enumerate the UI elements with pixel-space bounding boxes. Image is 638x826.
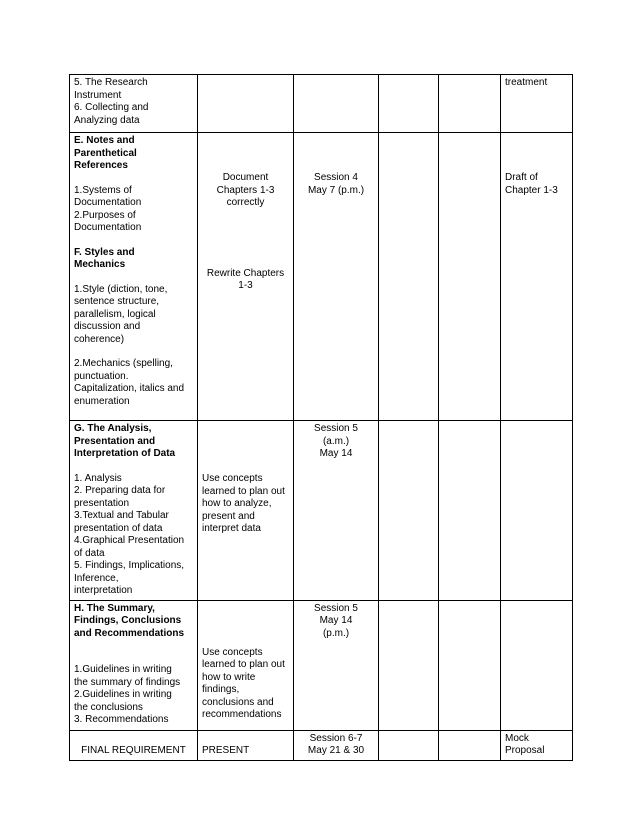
blank-cell (379, 600, 439, 730)
topic-cell (70, 600, 198, 730)
topic-items: 1.Guidelines in writing the summary of findings 2.Guidelines in writing the conclusions 3. Recommendations (74, 664, 181, 725)
output-text: Mock Proposal (505, 732, 545, 756)
session-text: Session 4 May 7 (p.m.) (307, 172, 365, 196)
activities-cell (198, 421, 294, 601)
activity-text: Rewrite Chapters 1-3 (206, 267, 285, 291)
topic-text: 5. The Research Instrument 6. Collecting and Analyzing data (74, 77, 149, 126)
syllabus-table (69, 74, 573, 761)
section-heading: F. Styles and Mechanics (74, 246, 135, 270)
blank-cell (439, 730, 501, 760)
session-cell (294, 75, 379, 133)
table-row (70, 75, 573, 133)
session-cell (294, 133, 379, 421)
output-cell (501, 133, 573, 421)
blank-cell (379, 730, 439, 760)
blank-cell (379, 133, 439, 421)
output-cell (501, 75, 573, 133)
section-heading: G. The Analysis, Presentation and Interpretation of Data (74, 423, 176, 459)
topic-text: FINAL REQUIREMENT (81, 745, 186, 756)
topic-items: 1.Systems of Documentation 2.Purposes of Documentation (74, 184, 142, 233)
blank-cell (379, 421, 439, 601)
activity-text: Use concepts learned to plan out how to write findings, conclusions and recommendations (202, 646, 285, 720)
table-row (70, 730, 573, 760)
blank-cell (439, 133, 501, 421)
topic-cell (70, 730, 198, 760)
output-text: Draft of Chapter 1-3 (505, 172, 558, 196)
output-text: treatment (505, 77, 548, 88)
activities-cell (198, 730, 294, 760)
output-cell (501, 600, 573, 730)
topic-items: 2.Mechanics (spelling, punctuation. Capitalization, italics and enumeration (74, 358, 185, 407)
topic-items: 1. Analysis 2. Preparing data for presentation 3.Textual and Tabular presentation of data 4.Graphical Presentation of data 5. Findings, Implications, Inference, interpretation (74, 472, 185, 596)
session-cell (294, 600, 379, 730)
activities-cell (198, 600, 294, 730)
session-text: Session 5 (a.m.) May 14 (314, 423, 358, 459)
output-cell (501, 421, 573, 601)
topic-cell (70, 421, 198, 601)
table-row (70, 133, 573, 421)
section-heading: E. Notes and Parenthetical References (74, 135, 137, 171)
session-cell (294, 421, 379, 601)
session-text: Session 6-7 May 21 & 30 (307, 732, 365, 756)
blank-cell (379, 75, 439, 133)
topic-items: 1.Style (diction, tone, sentence structure, parallelism, logical discussion and coherence) (74, 283, 168, 345)
blank-cell (439, 600, 501, 730)
activity-text: PRESENT (202, 745, 250, 756)
section-heading: H. The Summary, Findings, Conclusions and Recommendations (74, 602, 185, 639)
blank-cell (439, 421, 501, 601)
table-row (70, 421, 573, 601)
topic-cell (70, 133, 198, 421)
topic-cell (70, 75, 198, 133)
session-text: Session 5 May 14 (p.m.) (314, 602, 358, 639)
activities-cell (198, 133, 294, 421)
activity-text: Document Chapters 1-3 correctly (216, 172, 275, 208)
output-cell (501, 730, 573, 760)
session-cell (294, 730, 379, 760)
activities-cell (198, 75, 294, 133)
table-row (70, 600, 573, 730)
activity-text: Use concepts learned to plan out how to analyze, present and interpret data (202, 473, 285, 534)
blank-cell (439, 75, 501, 133)
